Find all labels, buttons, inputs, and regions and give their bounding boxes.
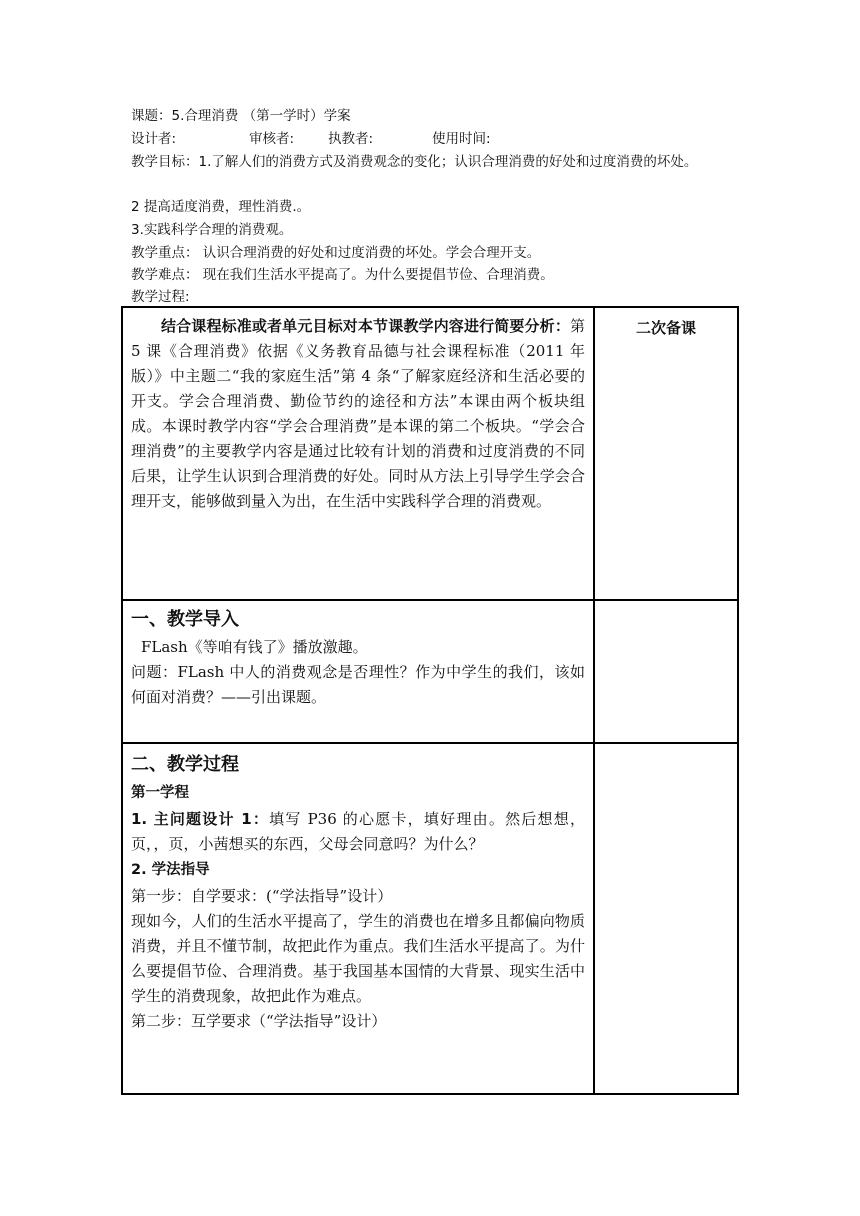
main-question-1-text: 填写 P36 的心愿卡，填好理由。然后想想，页，，页，小茜想买的东西，父母会同意吗？为什么？ — [131, 810, 585, 853]
intro-notes-cell — [594, 600, 738, 743]
teaching-key-point: 教学重点： 认识合理消费的好处和过度消费的坏处。学会合理开支。 — [131, 245, 541, 261]
intro-cell — [122, 600, 594, 743]
method-guide-title: 2. 学法指导 — [131, 862, 210, 878]
intro-line-1: FLash《等咱有钱了》播放激趣。 — [141, 638, 368, 656]
teaching-process-label: 教学过程: — [131, 289, 190, 305]
self-study-step: 第一步：自学要求：(“学法指导”设计） — [131, 887, 393, 905]
process-cell — [122, 743, 594, 1094]
analysis-row — [122, 307, 738, 600]
section-intro-title: 一、教学导入 — [131, 609, 239, 630]
main-question-1-label: 1. 主问题设计 1： — [131, 810, 270, 828]
role-designer: 设计者: — [131, 131, 177, 147]
main-question-1 — [131, 807, 585, 857]
first-stage-title: 第一学程 — [131, 785, 189, 801]
mutual-study-step: 第二步：互学要求（“学法指导”设计） — [131, 1012, 387, 1030]
analysis-text: 第 5 课《合理消费》依据《义务教育品德与社会课程标准（2011 年版）》中主题二“我的家庭生活”第 4 条“了解家庭经济和生活必要的开支。学会合理消费、勤俭节约的途径和方法”本课由两个板块组成。本课时教学内容“学会合理消费”是本课的第二个板块。“学会合理消费”的主要教学内容是通过比较有计划的消费和过度消费的不同后果，让学生认识到合理消费的好处。同时从方法上引导学生学会合理开支，能够做到量入为出，在生活中实践科学合理的消费观。 — [131, 317, 585, 510]
role-time: 使用时间: — [432, 131, 491, 147]
teaching-goal-1: 教学目标：1.了解人们的消费方式及消费观念的变化；认识合理消费的好处和过度消费的坏处。 — [131, 154, 698, 170]
role-reviewer: 审核者: — [249, 131, 295, 147]
teaching-goal-2: 2 提高适度消费，理性消费.。 — [131, 199, 311, 215]
intro-line-2: 问题：FLash 中人的消费观念是否理性？作为中学生的我们，该如何面对消费？——引出课题。 — [131, 663, 585, 706]
lesson-table — [121, 306, 739, 1095]
teaching-goal-3: 3.实践科学合理的消费观。 — [131, 222, 293, 238]
analysis-paragraph — [131, 314, 585, 514]
analysis-bold-lead: 结合课程标准或者单元目标对本节课教学内容进行简要分析： — [161, 317, 570, 335]
header-title: 课题：5.合理消费 （第一学时）学案 — [131, 108, 351, 124]
analysis-cell — [122, 307, 594, 600]
teaching-difficult-point: 教学难点： 现在我们生活水平提高了。为什么要提倡节俭、合理消费。 — [131, 267, 554, 283]
roles-line — [131, 128, 491, 150]
intro-row — [122, 600, 738, 743]
process-row — [122, 743, 738, 1094]
second-prep-title: 二次备课 — [635, 319, 696, 337]
process-notes-cell — [594, 743, 738, 1094]
self-study-text: 现如今，人们的生活水平提高了，学生的消费也在增多且都偏向物质消费，并且不懂节制，故把此作为重点。我们生活水平提高了。为什么要提倡节俭、合理消费。基于我国基本国情的大背景、现实生活中学生的消费现象，故把此作为难点。 — [131, 912, 585, 1005]
section-process-title: 二、教学过程 — [131, 754, 239, 775]
second-prep-header-cell — [594, 307, 738, 600]
role-teacher: 执教者: — [328, 131, 374, 147]
